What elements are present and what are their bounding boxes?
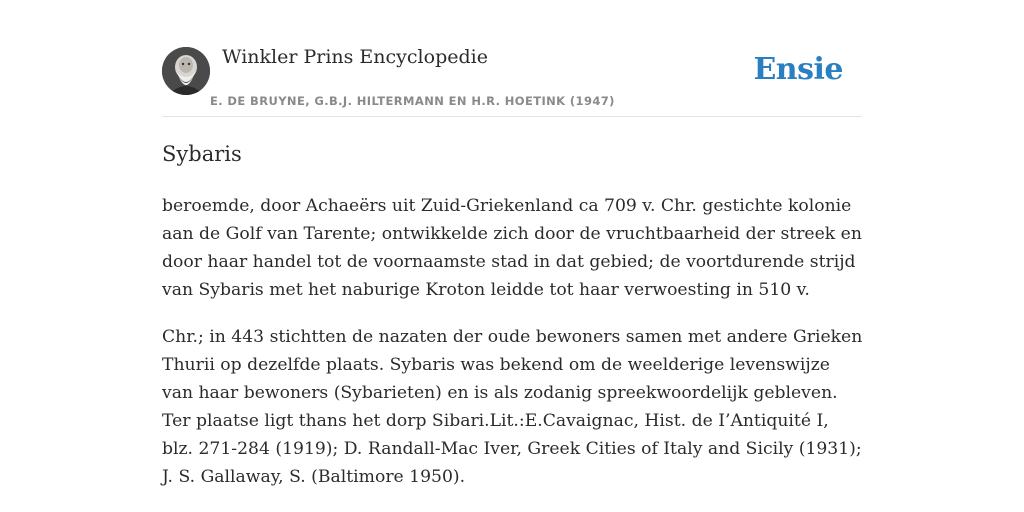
- entry-paragraph: beroemde, door Achaeërs uit Zuid-Griekenland ca 709 v. Chr. gestichte kolonie aan de Golf van Tarente; ontwikkelde zich door de vruchtbaarheid der streek en door haar handel tot de voornaamste stad in dat gebied; de voortdurende strijd van Sybaris met het naburige Kroton leidde tot haar verwoesting in 510 v.: [162, 196, 862, 300]
- entry-paragraph: Chr.; in 443 stichtten de nazaten der oude bewoners samen met andere Grieken Thurii op dezelfde plaats. Sybaris was bekend om de weelderige levenswijze van haar bewoners (Sybarieten) en is als zodanig spreekwoordelijk gebleven. Ter plaatse ligt thans het dorp Sibari.Lit.:E.Cavaignac, Hist. de I’Antiquité I, blz. 271-284 (1919); D. Randall-Mac Iver, Greek Cities of Italy and Sicily (1931); J. S. Gallaway, S. (Baltimore 1950).: [162, 327, 863, 487]
- portrait-icon: [162, 47, 210, 95]
- source-header: [162, 0, 862, 117]
- author-avatar: [162, 47, 210, 95]
- entry-title: Sybaris: [162, 142, 242, 166]
- brand-logo[interactable]: Ensie: [753, 52, 843, 87]
- source-authors: E. DE BRUYNE, G.B.J. HILTERMANN EN H.R. HOETINK (1947): [210, 94, 615, 108]
- entry-body: [162, 192, 864, 510]
- source-title[interactable]: Winkler Prins Encyclopedie: [222, 46, 488, 68]
- page: [162, 0, 863, 487]
